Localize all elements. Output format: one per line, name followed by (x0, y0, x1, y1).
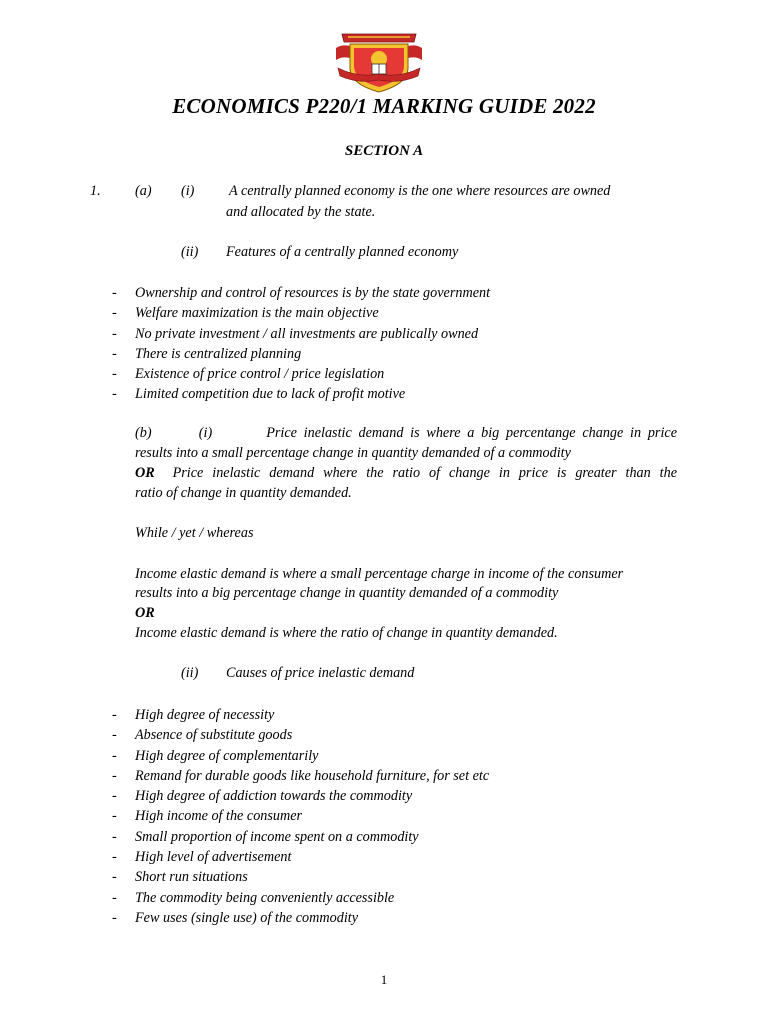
list-item (112, 847, 489, 867)
bullet-dash: - (112, 767, 117, 784)
list-item-text: High degree of addiction towards the commodity (135, 788, 413, 805)
income-elastic-line-1: Income elastic demand is where a small percentage charge in income of the consumer (135, 566, 624, 582)
bullet-dash: - (112, 285, 117, 301)
definition-line-1: A centrally planned economy is the one where resources are owned (229, 183, 611, 199)
bullet-dash: - (112, 889, 117, 906)
page-number: 1 (380, 972, 388, 987)
list-item (112, 283, 490, 303)
price-inelastic-text: Price inelastic demand is where a big percentange change in price (266, 425, 677, 441)
list-item (112, 725, 489, 745)
list-item (112, 303, 490, 323)
part-label-b: (b) (135, 425, 152, 441)
or-label: OR (135, 465, 155, 481)
or-label-2: OR (135, 605, 155, 621)
bullet-dash: - (112, 788, 117, 805)
list-item-text: Remand for durable goods like household furniture, for set etc (135, 767, 490, 784)
bullet-dash: - (112, 869, 117, 886)
list-item-text: High degree of necessity (135, 707, 275, 723)
subpart-label-ii: (ii) (181, 665, 199, 681)
features-heading: Features of a centrally planned economy (226, 244, 459, 260)
list-item (112, 364, 490, 384)
bullet-dash: - (112, 727, 117, 744)
list-item-text: The commodity being conveniently accessible (135, 889, 395, 906)
section-heading: SECTION A (344, 143, 424, 159)
list-item (112, 766, 489, 786)
bullet-dash: - (112, 386, 117, 403)
list-item-text: High degree of complementarily (135, 747, 319, 764)
list-item (112, 384, 490, 404)
list-item (112, 908, 489, 928)
list-item-text: Short run situations (135, 869, 248, 886)
bullet-dash: - (112, 849, 117, 866)
subpart-label-i: (i) (198, 425, 213, 441)
document-title: ECONOMICS P220/1 MARKING GUIDE 2022 (172, 94, 596, 118)
price-inelastic-alt-text: Price inelastic demand where the ratio of change in price is greater than the (172, 465, 677, 481)
list-item (112, 867, 489, 887)
definition-line-2: and allocated by the state. (226, 204, 376, 220)
income-elastic-alt: Income elastic demand is where the ratio of change in quantity demanded. (135, 625, 558, 641)
income-elastic-line-2: results into a big percentage change in quantity demanded of a commodity (135, 585, 559, 601)
list-item-text: Limited competition due to lack of profit motive (135, 386, 406, 403)
list-item (112, 786, 489, 806)
bullet-dash: - (112, 909, 117, 926)
bullet-dash: - (112, 707, 117, 723)
list-item (112, 746, 489, 766)
list-item-text: Ownership and control of resources is by the state government (135, 285, 491, 301)
list-item-text: No private investment / all investments are publically owned (135, 325, 479, 342)
causes-list (112, 705, 489, 928)
question-number: 1. (90, 183, 101, 199)
part-label-a: (a) (135, 183, 152, 199)
list-item-text: Few uses (single use) of the commodity (135, 909, 359, 926)
bullet-dash: - (112, 747, 117, 764)
list-item-text: High income of the consumer (135, 808, 303, 825)
price-inelastic-alt-line-2: ratio of change in quantity demanded. (135, 485, 352, 501)
list-item-text: High level of advertisement (135, 849, 292, 866)
school-crest-logo (332, 28, 426, 94)
list-item (112, 344, 490, 364)
list-item (112, 827, 489, 847)
bullet-dash: - (112, 325, 117, 342)
price-inelastic-line-2: results into a small percentage change in quantity demanded of a commodity (135, 445, 571, 461)
subpart-label-ii: (ii) (181, 244, 199, 260)
connector-text: While / yet / whereas (135, 525, 254, 541)
price-inelastic-line-1 (135, 425, 677, 442)
bullet-dash: - (112, 808, 117, 825)
list-item-text: Existence of price control / price legislation (135, 366, 385, 383)
list-item-text: Absence of substitute goods (135, 727, 293, 744)
bullet-dash: - (112, 345, 117, 362)
bullet-dash: - (112, 366, 117, 383)
list-item-text: Small proportion of income spent on a commodity (135, 828, 419, 845)
price-inelastic-alt-line-1 (135, 465, 677, 482)
features-list (112, 283, 490, 405)
list-item (112, 806, 489, 826)
list-item-text: There is centralized planning (135, 345, 302, 362)
bullet-dash: - (112, 305, 117, 322)
subpart-label-i: (i) (181, 183, 195, 199)
list-item (112, 888, 489, 908)
list-item (112, 324, 490, 344)
bullet-dash: - (112, 828, 117, 845)
list-item (112, 705, 489, 725)
list-item-text: Welfare maximization is the main objective (135, 305, 379, 322)
causes-heading: Causes of price inelastic demand (226, 665, 415, 681)
